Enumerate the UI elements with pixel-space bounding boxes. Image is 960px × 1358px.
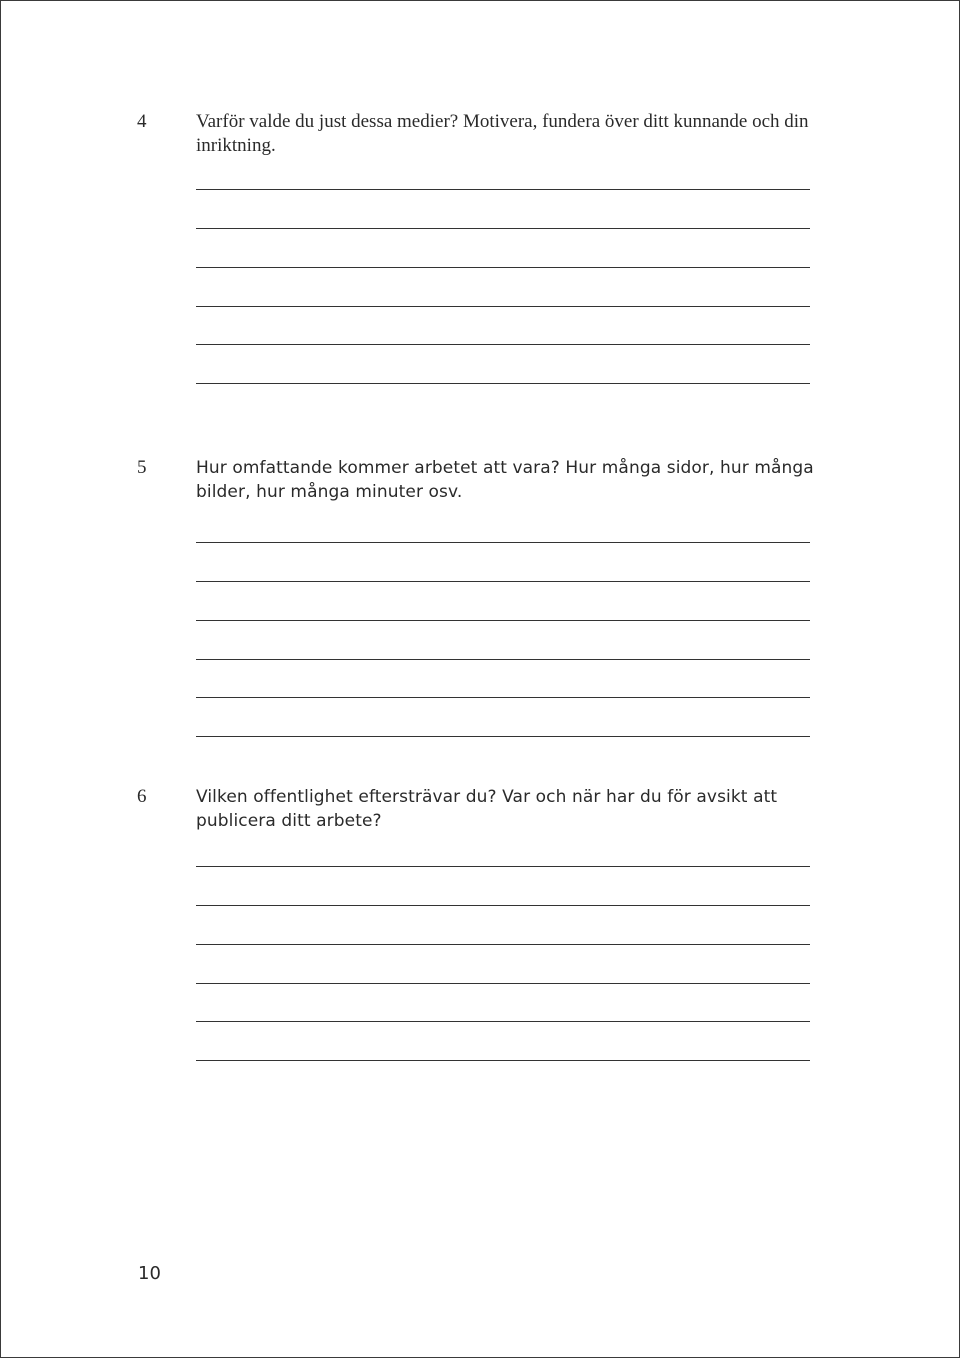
answer-line[interactable]	[196, 306, 810, 307]
question-number: 4	[137, 111, 147, 132]
answer-line[interactable]	[196, 267, 810, 268]
question-number: 5	[137, 457, 147, 478]
answer-line[interactable]	[196, 1021, 810, 1022]
answer-line[interactable]	[196, 866, 810, 867]
question-text: Varför valde du just dessa medier? Motivera, fundera över ditt kunnande och din inriktning.	[196, 111, 809, 156]
answer-line[interactable]	[196, 736, 810, 737]
question-number: 6	[137, 786, 147, 807]
answer-line[interactable]	[196, 659, 810, 660]
answer-line[interactable]	[196, 581, 810, 582]
question-text: Hur omfattande kommer arbetet att vara? Hur många sidor, hur många bilder, hur många minuter osv.	[196, 458, 814, 502]
answer-line[interactable]	[196, 697, 810, 698]
answer-line[interactable]	[196, 344, 810, 345]
answer-line[interactable]	[196, 228, 810, 229]
answer-line[interactable]	[196, 905, 810, 906]
question-text: Vilken offentlighet eftersträvar du? Var och när har du för avsikt att publicera ditt arbete?	[196, 787, 778, 831]
answer-line[interactable]	[196, 1060, 810, 1061]
answer-line[interactable]	[196, 542, 810, 543]
page-number: 10	[138, 1263, 161, 1284]
answer-line[interactable]	[196, 189, 810, 190]
answer-line[interactable]	[196, 620, 810, 621]
answer-line[interactable]	[196, 983, 810, 984]
answer-line[interactable]	[196, 383, 810, 384]
answer-line[interactable]	[196, 944, 810, 945]
